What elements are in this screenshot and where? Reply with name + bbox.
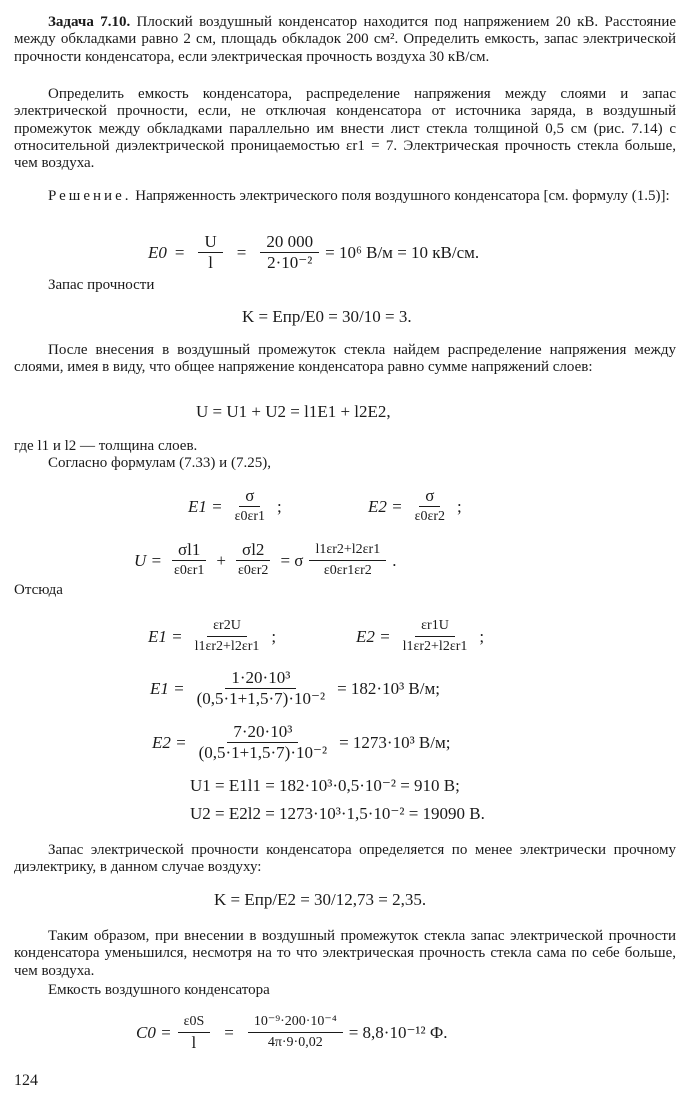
- e0-fraction-symbolic: $\frac{U}{l}$: [198, 232, 222, 273]
- equation-u: U = U1 + U2 = l1E1 + l2E2,: [196, 402, 391, 421]
- e0-lhs: E0: [148, 242, 167, 262]
- equation-e2-value: E2 = $\frac{\text{7·20·10³}}{\text{(0,5·1+1,5·7)·10⁻²}}$ = 1273·10³ В/м;: [152, 722, 451, 762]
- problem-text-2: Определить емкость конденсатора, распределение напряжения между слоями и запас электрической прочности, если, не отключая конденсатора от источника заряда, в воздушный промежуток между обкладками параллельно им внести лист стекла толщиной 0,5 см (рис. 7.14) с относительной диэлектрической проницаемостью εr1 = 7. Электрическая прочность стекла больше, чем воздуха.: [14, 86, 676, 172]
- problem-statement: [14, 14, 676, 66]
- hence-text: Отсюда: [14, 582, 63, 598]
- conclusion-paragraph: Таким образом, при внесении в воздушный промежуток стекла запас электрической прочности конденсатора уменьшился, несмотря на то что электрическая прочность стекла сама по себе больше, чем воздуха.: [14, 928, 676, 979]
- according-text: Согласно формулам (7.33) и (7.25),: [48, 455, 271, 471]
- e0-fraction-numeric: $\frac{20 000}{\text{2·10⁻²}}$: [260, 232, 319, 273]
- strength-label: Запас прочности: [48, 277, 155, 293]
- equation-e1-general: E1 = $\frac{\varepsilon r2U}{l1\varepsilon r2+l2\varepsilon r1}$ ;: [148, 618, 277, 654]
- solution-label: Решение.: [48, 188, 132, 204]
- solution-intro-text: Напряженность электрического поля воздушного конденсатора [см. формулу (1.5)]:: [135, 188, 670, 204]
- equation-k: K = Eпр/E0 = 30/10 = 3.: [242, 307, 412, 326]
- equation-u-sum: U = $\frac{\sigma l1}{\varepsilon 0\varepsilon r1}$ + $\frac{\sigma l2}{\varepsilon 0\varepsilon r2}$ = σ $\frac{l1\varepsilon r2+l2\varepsilon r1}{\varepsilon 0\varepsilon r1\varepsilon r2}$ .: [134, 540, 397, 578]
- equation-k2: K = Eпр/E2 = 30/12,73 = 2,35.: [214, 890, 427, 909]
- reserve-paragraph: Запас электрической прочности конденсатора определяется по менее электрически прочному диэлектрику, в данном случае воздуху:: [14, 842, 676, 876]
- solution-intro: [14, 188, 676, 205]
- problem-title: Задача 7.10.: [48, 14, 131, 30]
- glass-paragraph: После внесения в воздушный промежуток стекла найдем распределение напряжения между слоями, имея в виду, что общее напряжение конденсатора равно сумме напряжений слоев:: [14, 342, 676, 376]
- page-number: 124: [14, 1072, 38, 1089]
- equation-e2-general: E2 = $\frac{\varepsilon r1U}{l1\varepsilon r2+l2\varepsilon r1}$ ;: [356, 618, 485, 654]
- equation-c0: C0 = $\frac{\varepsilon 0S}{l}$ = $\frac{\text{10⁻⁹·200·10⁻⁴}}{4\pi\cdot 9\cdot 0,02}$ = 8,8·10⁻¹² Ф.: [136, 1014, 448, 1052]
- equation-e1-sigma: E1 = $\frac{\sigma}{\varepsilon 0\varepsilon r1}$ ;: [188, 486, 282, 524]
- equation-e0: E0 = $\frac{U}{l}$ = $\frac{20 000}{\text{2·10⁻²}}$ = 10⁶ В/м = 10 кВ/см.: [148, 232, 480, 272]
- e0-result: = 10⁶ В/м = 10 кВ/см.: [325, 242, 480, 262]
- equation-u1: U1 = E1l1 = 182·10³·0,5·10⁻² = 910 В;: [190, 776, 460, 795]
- equation-e1-value: E1 = $\frac{\text{1·20·10³}}{\text{(0,5·1+1,5·7)·10⁻²}}$ = 182·10³ В/м;: [150, 668, 440, 708]
- problem-text-1: Плоский воздушный конденсатор находится под напряжением 20 кВ. Расстояние между обкладками равно 2 см, площадь обкладок 200 см². Определить емкость, запас электрической прочности конденсатора, если электрическая прочность воздуха 30 кВ/см.: [14, 14, 677, 65]
- equation-e2-sigma: E2 = $\frac{\sigma}{\varepsilon 0\varepsilon r2}$ ;: [368, 486, 462, 524]
- where-text: где l1 и l2 — толщина слоев.: [14, 438, 198, 454]
- capacity-label: Емкость воздушного конденсатора: [48, 982, 270, 998]
- equation-u2: U2 = E2l2 = 1273·10³·1,5·10⁻² = 19090 В.: [190, 804, 485, 823]
